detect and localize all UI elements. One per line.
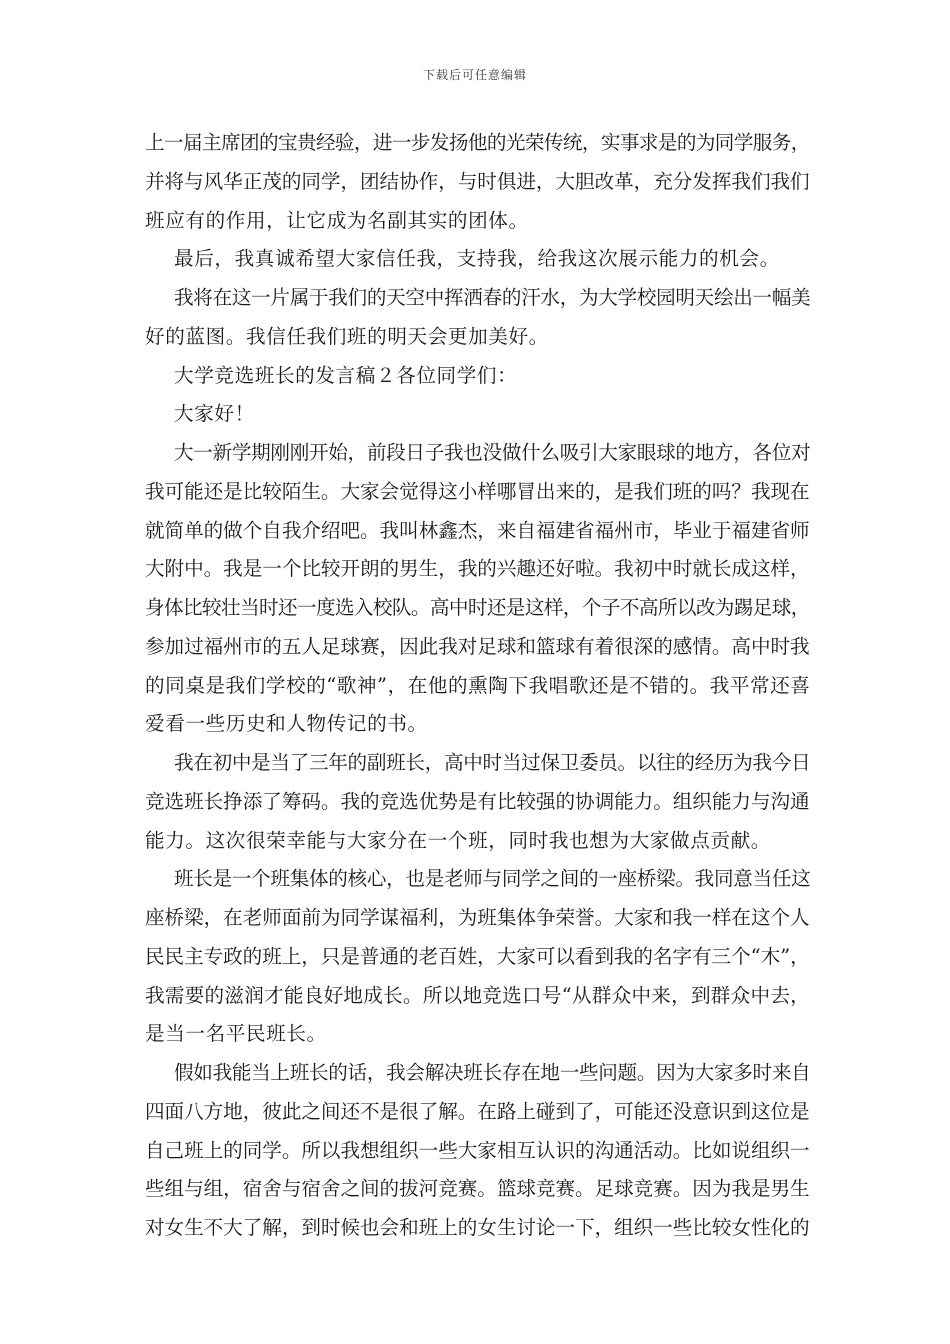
text-line: 能力。这次很荣幸能与大家分在一个班，同时我也想为大家做点贡献。 [145, 828, 772, 852]
text-line: 参加过福州市的五人足球赛，因此我对足球和篮球有着很深的感情。高中时我 [145, 634, 810, 658]
text-line: 身体比较壮当时还一度选入校队。高中时还是这样，个子不高所以改为踢足球， [145, 596, 810, 619]
text-line: 上一届主席团的宝贵经验，进一步发扬他的光荣传统，实事求是的为同学服务， [145, 131, 810, 154]
text-line: 座桥梁，在老师面前为同学谋福利，为班集体争荣誉。大家和我一样在这个人 [145, 906, 810, 929]
text-line: 就简单的做个自我介绍吧。我叫林鑫杰，来自福建省福州市，毕业于福建省师 [145, 518, 810, 542]
text-line: 我可能还是比较陌生。大家会觉得这小样哪冒出来的，是我们班的吗？我现在 [145, 479, 810, 503]
text-line: 大家好！ [174, 402, 255, 426]
text-line: 些组与组，宿舍与宿舍之间的拔河竞赛。篮球竞赛。足球竞赛。因为我是男生 [145, 1177, 810, 1201]
text-line: 我将在这一片属于我们的天空中挥洒春的汗水，为大学校园明天绘出一幅美 [174, 286, 811, 309]
text-line: 班应有的作用，让它成为名副其实的团体。 [145, 208, 529, 232]
text-line: 假如我能当上班长的话，我会解决班长存在地一些问题。因为大家多时来自 [174, 1061, 811, 1084]
text-line: 大附中。我是一个比较开朗的男生，我的兴趣还好啦。我初中时就长成这样， [145, 557, 810, 581]
text-line: 四面八方地，彼此之间还不是很了解。在路上碰到了，可能还没意识到这位是 [145, 1099, 810, 1123]
text-line: 并将与风华正茂的同学，团结协作，与时俱进，大胆改革，充分发挥我们我们 [145, 169, 810, 193]
text-line: 民民主专政的班上，只是普通的老百姓，大家可以看到我的名字有三个“木”， [145, 944, 810, 968]
page-header: 下载后可任意编辑 [422, 68, 527, 82]
text-line: 竞选班长挣添了筹码。我的竞选优势是有比较强的协调能力。组织能力与沟通 [145, 789, 810, 813]
text-line: 我需要的滋润才能良好地成长。所以地竞选口号“从群众中来，到群众中去， [145, 983, 811, 1007]
text-line: 爱看一些历史和人物传记的书。 [145, 712, 428, 736]
document-body [145, 124, 810, 1248]
text-line: 好的蓝图。我信任我们班的明天会更加美好。 [145, 324, 549, 348]
text-line: 是当一名平民班长。 [145, 1022, 327, 1046]
text-line: 大学竞选班长的发言稿２各位同学们： [174, 363, 518, 387]
text-line: 最后，我真诚希望大家信任我，支持我，给我这次展示能力的机会。 [174, 247, 780, 271]
text-line: 我在初中是当了三年的副班长，高中时当过保卫委员。以往的经历为我今日 [174, 751, 811, 774]
text-line: 自己班上的同学。所以我想组织一些大家相互认识的沟通活动。比如说组织一 [145, 1138, 810, 1162]
text-line: 班长是一个班集体的核心，也是老师与同学之间的一座桥梁。我同意当任这 [174, 867, 811, 891]
text-line: 的同桌是我们学校的“歌神”，在他的熏陶下我唱歌还是不错的。我平常还喜 [145, 673, 811, 697]
text-line: 对女生不大了解，到时候也会和班上的女生讨论一下，组织一些比较女性化的 [145, 1216, 810, 1239]
text-line: 大一新学期刚刚开始，前段日子我也没做什么吸引大家眼球的地方，各位对 [174, 441, 811, 464]
